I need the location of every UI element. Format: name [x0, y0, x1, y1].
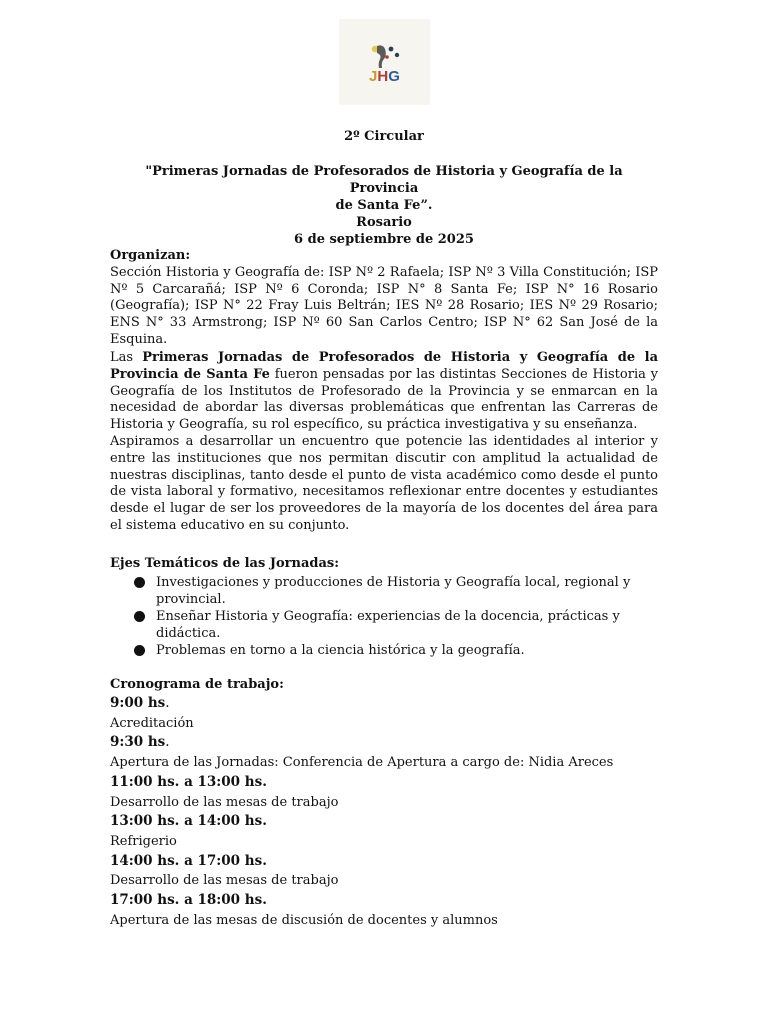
intro-paragraph-1	[110, 350, 658, 434]
organizers-list: Sección Historia y Geografía de: ISP Nº 2 Rafaela; ISP Nº 3 Villa Constitución; ISP Nº 5 Carcarañá; ISP Nº 6 Coronda; ISP N° 8 Santa Fe; ISP N° 16 Rosario (Geografía); ISP N° 22 Fray Luis Beltrán; IES Nº 28 Rosario; IES Nº 29 Rosario; ENS N° 33 Armstrong; ISP Nº 60 San Carlos Centro; ISP N° 62 San José de la Esquina.	[110, 264, 658, 347]
schedule-time: 14:00 hs. a 17:00 hs.	[110, 852, 267, 869]
introduction-section	[110, 350, 658, 535]
bullet-icon	[134, 611, 145, 622]
organizers-heading: Organizan:	[110, 248, 191, 263]
intro-lead: Las	[110, 350, 143, 365]
schedule-activity: Desarrollo de las mesas de trabajo	[110, 794, 339, 810]
intro-paragraph-2: Aspiramos a desarrollar un encuentro que potencie las identidades al interior y entre las instituciones que nos permitan discutir con amplitud la actualidad de nuestras disciplinas, tanto desde el punto de vista académico como desde el punto de vista laboral y formativo, necesitamos reflexionar entre docentes y estudiantes desde el lugar de ser los proveedores de la mayoría de los docentes del área para el sistema educativo en su conjunto.	[110, 433, 658, 533]
themes-section	[110, 556, 658, 659]
themes-heading: Ejes Temáticos de las Jornadas:	[110, 556, 340, 571]
time-value: 9:00 hs	[110, 695, 166, 711]
bullet-icon	[134, 577, 145, 588]
schedule-time: 9:00 hs.	[110, 695, 170, 711]
list-item	[110, 642, 658, 659]
document-title	[110, 163, 658, 248]
schedule-activity: Acreditación	[110, 715, 194, 731]
time-value: 9:30 hs	[110, 734, 166, 751]
organizers-section	[110, 248, 658, 349]
schedule-time: 9:30 hs.	[110, 734, 170, 751]
schedule-time: 11:00 hs. a 13:00 hs.	[110, 773, 267, 790]
title-line-2: de Santa Fe”.	[335, 198, 433, 213]
event-city: Rosario	[356, 215, 412, 230]
logo-graphic	[339, 19, 430, 105]
intro-event-name: Primeras Jornadas de Profesorados de Historia y Geografía de la Provincia de Santa Fe	[110, 350, 659, 382]
list-item-text: Problemas en torno a la ciencia histórica y la geografía.	[156, 642, 525, 658]
jhg-logo	[339, 19, 430, 105]
schedule-activity: Apertura de las mesas de discusión de docentes y alumnos	[110, 912, 498, 928]
schedule-time: 13:00 hs. a 14:00 hs.	[110, 813, 267, 830]
list-item	[110, 574, 658, 608]
schedule-section	[110, 676, 658, 930]
list-item-text: Investigaciones y producciones de Historia y Geografía local, regional y provincial.	[156, 574, 631, 607]
list-item-text: Enseñar Historia y Geografía: experiencias de la docencia, prácticas y didáctica.	[156, 608, 620, 641]
schedule-activity: Desarrollo de las mesas de trabajo	[110, 873, 339, 889]
list-item	[110, 608, 658, 642]
circular-number: 2º Circular	[344, 129, 424, 144]
event-date: 6 de septiembre de 2025	[294, 232, 474, 247]
schedule-activity: Refrigerio	[110, 833, 177, 849]
title-line-1: "Primeras Jornadas de Profesorados de Historia y Geografía de la Provincia	[145, 164, 623, 196]
schedule-time: 17:00 hs. a 18:00 hs.	[110, 892, 267, 909]
bullet-icon	[134, 645, 145, 656]
schedule-heading: Cronograma de trabajo:	[110, 677, 284, 692]
themes-list	[110, 574, 658, 659]
logo-text: JHG	[369, 68, 400, 85]
intro-rest: fueron pensadas por las distintas Secciones de Historia y Geografía de los Institutos de Profesorado de la Provincia y se enmarcan en la necesidad de abordar las diversas problemáticas que enfrentan las Carreras de Historia y Geografía, su rol específico, su práctica investigativa y su enseñanza.	[110, 366, 658, 433]
schedule-activity: Apertura de las Jornadas: Conferencia de Apertura a cargo de: Nidia Areces	[110, 755, 614, 771]
